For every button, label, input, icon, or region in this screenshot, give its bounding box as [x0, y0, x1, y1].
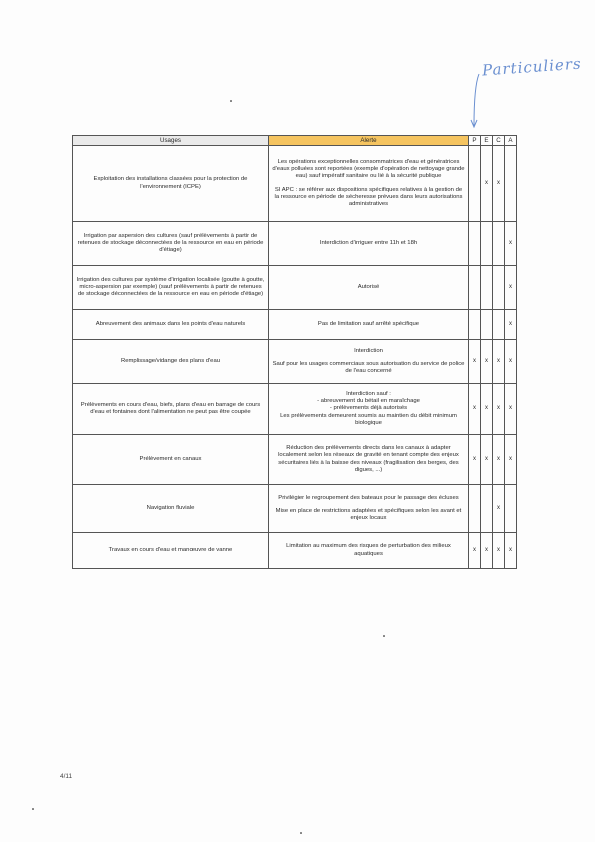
flag-e: x — [481, 384, 493, 435]
scan-speck — [300, 832, 302, 834]
usage-cell: Irrigation des cultures par système d'irrigation localisée (goutte à goutte, micro-aspersion par exemple) (sauf prélèvements à partir de retenues de stockage déconnectées de la ressource en eau en période d'étiage) — [73, 266, 269, 310]
usage-cell: Navigation fluviale — [73, 485, 269, 533]
alerte-line: Les prélèvements demeurent soumis au maintien du débit minimum biologique — [280, 412, 457, 426]
alerte-line: Interdiction — [354, 347, 383, 354]
table-header-row — [73, 136, 517, 146]
flag-c: x — [493, 435, 505, 485]
flag-p: x — [469, 435, 481, 485]
alerte-cell — [269, 146, 469, 222]
flag-c: x — [493, 146, 505, 222]
flag-p: x — [469, 533, 481, 569]
flag-e — [481, 222, 493, 266]
flag-p — [469, 310, 481, 340]
flag-p — [469, 146, 481, 222]
flag-c — [493, 310, 505, 340]
alerte-cell — [269, 340, 469, 384]
alerte-line: SI APC : se référer aux dispositions spécifiques relatives à la gestion de la ressource en période de sécheresse prévues dans leurs autorisations administratives — [274, 186, 463, 207]
usage-cell: Irrigation par aspersion des cultures (sauf prélèvements à partir de retenues de stockage déconnectées de la ressource en eau en période d'étiage) — [73, 222, 269, 266]
table-row — [73, 485, 517, 533]
flag-p: x — [469, 340, 481, 384]
flag-c: x — [493, 533, 505, 569]
flag-a: x — [505, 266, 517, 310]
table-row — [73, 340, 517, 384]
table-row — [73, 310, 517, 340]
header-p: P — [469, 136, 481, 146]
flag-a: x — [505, 384, 517, 435]
flag-p: x — [469, 384, 481, 435]
alerte-line: - abreuvement du bétail en maraîchage — [317, 398, 420, 405]
flag-e: x — [481, 533, 493, 569]
flag-a: x — [505, 340, 517, 384]
alerte-cell: Limitation au maximum des risques de perturbation des milieux aquatiques — [269, 533, 469, 569]
flag-c: x — [493, 384, 505, 435]
header-alerte: Alerte — [269, 136, 469, 146]
flag-p — [469, 485, 481, 533]
flag-a: x — [505, 533, 517, 569]
page-number: 4/11 — [60, 773, 73, 780]
flag-e — [481, 485, 493, 533]
alerte-cell — [269, 485, 469, 533]
alerte-cell: Autorisé — [269, 266, 469, 310]
alerte-line: Interdiction sauf : — [346, 390, 391, 397]
alerte-cell: Pas de limitation sauf arrêté spécifique — [269, 310, 469, 340]
usage-cell: Exploitation des installations classées pour la protection de l'environnement (ICPE) — [73, 146, 269, 222]
usage-cell: Prélèvement en canaux — [73, 435, 269, 485]
alerte-cell: Réduction des prélèvements directs dans les canaux à adapter localement selon les réseaux de gravité en tenant compte des enjeux sécuritaires liés à la baisse des niveaux (fragilisation des berges, des digues, ...) — [269, 435, 469, 485]
flag-a: x — [505, 222, 517, 266]
flag-c — [493, 222, 505, 266]
alerte-line: - prélèvements déjà autorisés — [329, 405, 408, 412]
scan-speck — [383, 635, 385, 637]
usage-restrictions-table — [72, 135, 517, 569]
alerte-cell — [269, 384, 469, 435]
alerte-line: Mise en place de restrictions adaptées et spécifiques selon les avant et enjeux locaux — [275, 507, 462, 522]
alerte-line: Sauf pour les usages commerciaux sous autorisation du service de police de l'eau concerné — [272, 360, 465, 375]
header-e: E — [481, 136, 493, 146]
table-row — [73, 384, 517, 435]
flag-p — [469, 222, 481, 266]
table-row — [73, 146, 517, 222]
flag-a — [505, 485, 517, 533]
scan-speck — [32, 808, 34, 810]
table-row — [73, 222, 517, 266]
flag-a: x — [505, 435, 517, 485]
flag-e: x — [481, 435, 493, 485]
usage-cell: Travaux en cours d'eau et manœuvre de vanne — [73, 533, 269, 569]
flag-c: x — [493, 485, 505, 533]
table-row — [73, 266, 517, 310]
flag-e — [481, 310, 493, 340]
usage-cell: Abreuvement des animaux dans les points d'eau naturels — [73, 310, 269, 340]
header-c: C — [493, 136, 505, 146]
header-usages: Usages — [73, 136, 269, 146]
flag-p — [469, 266, 481, 310]
flag-c — [493, 266, 505, 310]
flag-c: x — [493, 340, 505, 384]
usage-cell: Remplissage/vidange des plans d'eau — [73, 340, 269, 384]
flag-e: x — [481, 340, 493, 384]
table-row — [73, 435, 517, 485]
table-row — [73, 533, 517, 569]
header-a: A — [505, 136, 517, 146]
scan-speck — [230, 100, 232, 102]
flag-e — [481, 266, 493, 310]
alerte-line: Privilégier le regroupement des bateaux pour le passage des écluses — [278, 494, 459, 501]
alerte-cell: Interdiction d'irriguer entre 11h et 18h — [269, 222, 469, 266]
handwritten-annotation: Particuliers — [481, 54, 583, 80]
flag-a — [505, 146, 517, 222]
handwritten-arrow-icon — [466, 72, 482, 130]
usage-cell: Prélèvements en cours d'eau, biefs, plans d'eau en barrage de cours d'eau et fontaines dont l'alimentation ne peut pas être coupée — [73, 384, 269, 435]
alerte-line: Les opérations exceptionnelles consommatrices d'eau et génératrices d'eaux polluées sont reportées (exemple d'opération de nettoyage grande eau) sauf impératif sanitaire ou lié à la sécurité publique — [272, 158, 465, 180]
flag-e: x — [481, 146, 493, 222]
flag-a: x — [505, 310, 517, 340]
